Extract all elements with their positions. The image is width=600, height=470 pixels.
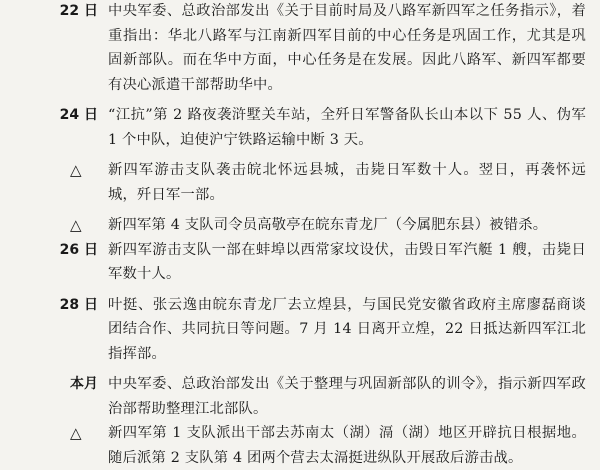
triangle-marker: △: [70, 424, 82, 442]
entry-text: 新四军第 4 支队司令员高敬亭在皖东青龙厂（今属肥东县）被错杀。: [108, 217, 548, 233]
chronology-entry: [0, 103, 586, 152]
chronology-entry: [0, 293, 586, 367]
entry-date: 24 日: [59, 107, 98, 123]
chronology-entry: [0, 0, 586, 97]
entry-text: 新四军第 1 支队派出干部去苏南太（湖）滆（湖）地区开辟抗日根据地。随后派第 2 支队第 4 团两个营去太滆挺进纵队开展敌后游击战。: [108, 425, 586, 466]
triangle-marker: △: [70, 216, 82, 234]
chronology-entry: [0, 158, 586, 207]
chronology-entry: [0, 421, 586, 470]
chronology-entry: [0, 213, 586, 238]
chronology-entry: [0, 238, 586, 287]
entry-date: 26 日: [59, 241, 98, 258]
entry-date: 28 日: [59, 296, 98, 313]
entry-text: 中央军委、总政治部发出《关于整理与巩固新部队的训令》，指示新四军政治部帮助整理江北部队。: [108, 376, 586, 417]
entry-text: 新四军游击支队一部在蚌埠以西常家坟设伏，击毁日军汽艇 1 艘，击毙日军数十人。: [108, 241, 586, 282]
entry-date: 22 日: [59, 3, 98, 19]
entry-text: “江抗”第 2 路夜袭浒墅关车站，全歼日军警备队长山本以下 55 人、伪军 1 个中队，迫使沪宁铁路运输中断 3 天。: [108, 107, 586, 148]
entry-text: 新四军游击支队袭击皖北怀远县城，击毙日军数十人。翌日，再袭怀远城，歼日军一部。: [108, 162, 586, 203]
triangle-marker: △: [70, 161, 82, 179]
chronology-entry: [0, 372, 586, 421]
entry-date: 本月: [70, 376, 98, 392]
entry-text: 叶挺、张云逸由皖东青龙厂去立煌县，与国民党安徽省政府主席廖磊商谈团结合作、共同抗日等问题。7 月 14 日离开立煌，22 日抵达新四军江北指挥部。: [108, 296, 586, 362]
entry-text: 中央军委、总政治部发出《关于目前时局及八路军新四军之任务指示》，着重指出：华北八路军与江南新四军目前的中心任务是巩固工作，尤其是巩固新部队。而在华中方面，中心任务是在发展。因此八路军、新四军都要有决心派遣干部帮助华中。: [108, 3, 586, 93]
